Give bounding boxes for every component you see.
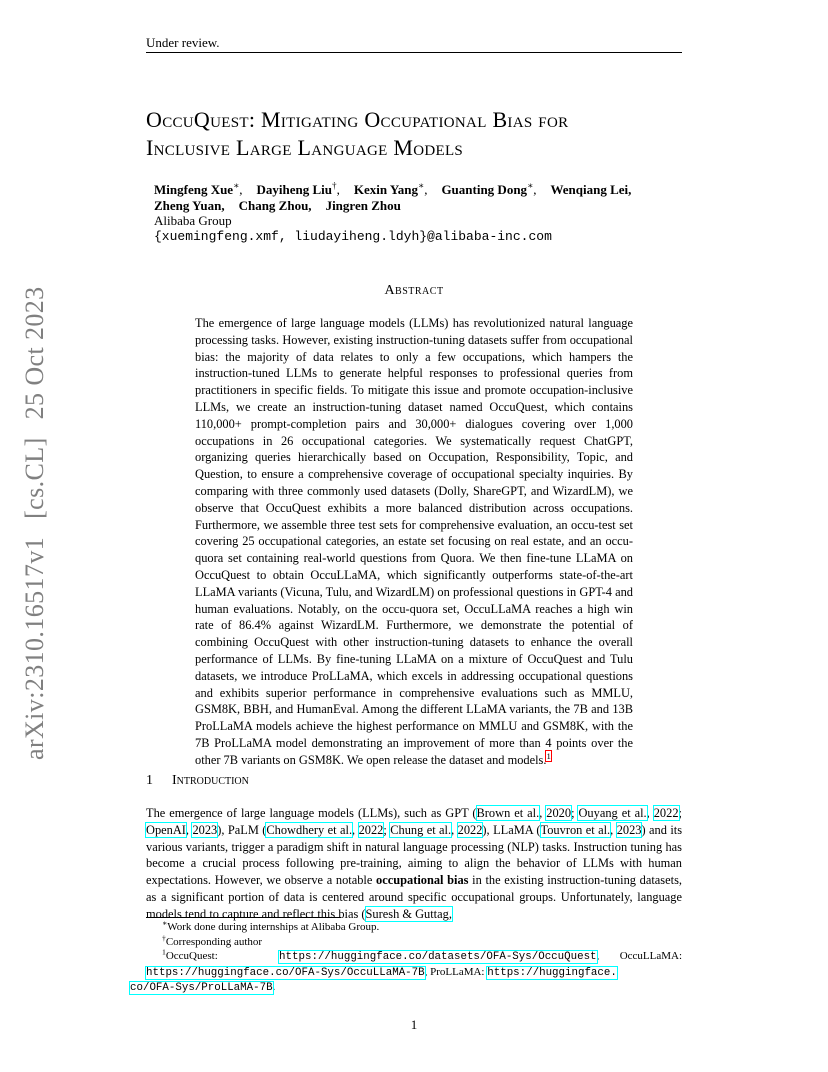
footnote-mark: † (162, 932, 166, 942)
footnote-text: OccuLLaMA: (619, 950, 683, 962)
header-rule (146, 52, 682, 53)
citation-link[interactable]: OpenAI (146, 822, 186, 837)
author-email: {xuemingfeng.xmf, liudayiheng.ldyh}@alibaba-inc.com (154, 229, 552, 244)
citation-link[interactable]: Chowdhery et al. (266, 822, 353, 837)
footnote-text: Work done during internships at Alibaba Group. (167, 921, 380, 933)
citation-link[interactable]: Brown et al. (476, 806, 540, 820)
author-name: Guanting Dong (441, 182, 528, 197)
model-link[interactable]: co/OFA-Sys/ProLLaMA-7B (130, 982, 273, 994)
author-mark: ∗ (527, 180, 534, 191)
introduction-paragraph: The emergence of large language models (LLMs), such as GPT (Brown et al., 2020; Ouyang et al., 2022; OpenAI, 2023), PaLM (Chowdhery et al., 2022; Chung et al., 2022), LLaMA (Touvron et al., 2023) and its various variants, trigger a paradigm shift in natural language processing (NLP) tasks. Instruction tuning has become a crucial process following pre-training, aiming to align the behavior of LLMs with human expectations. However, we observe a notable occupational bias in the existing instruction-tuning datasets, as a significant portion of data is centered around specific occupational groups. Unfortunately, language models tend to capture and reflect this bias (Suresh & Guttag, (146, 806, 683, 921)
abstract-text: The emergence of large language models (LLMs) has revolutionized natural language processing tasks. However, existing instruction-tuning datasets suffer from occupational bias: the majority of data relates to only a few occupations, which hampers the instruction-tuned LLMs to generate helpful responses to professional queries from practitioners in specific fields. To mitigate this issue and promote occupation-inclusive LLMs, we create an instruction-tuning dataset named OccuQuest, which contains 110,000+ prompt-completion pairs and 30,000+ dialogues covering over 1,000 occupations in 26 occupational categories. We systematically request ChatGPT, organizing queries hierarchically based on Occupation, Responsibility, Topic, and Question, to ensure a comprehensive coverage of occupational specialty inquiries. By comparing with three commonly used datasets (Dolly, ShareGPT, and WizardLM), we observe that OccuQuest exhibits a more balanced distribution across occupations. Furthermore, we assemble three test sets for comprehensive evaluation, an occu-test set covering 25 occupational categories, an estate set focusing on real estate, and an occu-quora set containing real-world questions from Quora. We then fine-tune LLaMA on OccuQuest to obtain OccuLLaMA, which significantly outperforms state-of-the-art LLaMA variants (Vicuna, Tulu, and WizardLM) on professional questions in GPT-4 and human evaluations. Notably, on the occu-quora set, OccuLLaMA reaches a high win rate of 86.4% against WizardLM. Furthermore, we demonstrate the potential of combining OccuQuest with other instruction-tuning datasets to enhance the overall performance of LLMs. By fine-tuning LLaMA on a mixture of OccuQuest and Tulu datasets, we introduce ProLLaMA, which excels in addressing occupational questions and exhibits superior performance in comprehensive evaluations such as MMLU, GSM8K, BBH, and HumanEval. Among the different LLaMA variants, the 7B and 13B ProLLaMA models achieve the highest performance on MMLU and GSM8K, with the 7B ProLLaMA model demonstrating an improvement of more than 4 points over the other 7B variants on GSM8K. We open release the dataset and models. (195, 316, 633, 767)
footnote-rule (146, 917, 341, 918)
intro-text: ), PaLM ( (217, 822, 267, 837)
model-link[interactable]: https://huggingface. (487, 966, 617, 979)
author-mark: † (332, 180, 337, 191)
citation-link[interactable]: 2023 (192, 822, 218, 837)
citation-link[interactable]: 2020 (546, 806, 572, 820)
title-line-2: Inclusive Large Language Models (146, 135, 464, 160)
running-header: Under review. (146, 35, 220, 50)
arxiv-date: 25 Oct 2023 (20, 286, 49, 420)
footnote-text: OccuQuest: (165, 950, 218, 962)
abstract-body (195, 315, 633, 769)
citation-link[interactable]: Chung et al. (390, 822, 452, 837)
footnote-mark: 1 (162, 947, 166, 957)
abstract-heading: Abstract (384, 283, 444, 298)
citation-link[interactable]: Suresh & Guttag, (365, 906, 452, 921)
author-name: Zheng Yuan, (154, 198, 225, 213)
footnote-mark: ∗ (162, 918, 168, 928)
author-name: Mingfeng Xue (154, 182, 234, 197)
arxiv-id: arXiv:2310.16517v1 (20, 536, 49, 760)
citation-link[interactable]: 2022 (457, 822, 483, 837)
title-line-1: OccuQuest: Mitigating Occupational Bias for (146, 107, 569, 132)
author-name: Dayiheng Liu (256, 182, 333, 197)
author-mark: ∗ (233, 180, 240, 191)
arxiv-sidebar-stamp (10, 240, 60, 760)
citation-link[interactable]: 2022 (653, 806, 679, 820)
author-name: Wenqiang Lei, (550, 182, 632, 197)
arxiv-category: [cs.CL] (20, 437, 49, 519)
emphasis-text: occupational bias (376, 873, 469, 888)
intro-text: The emergence of large language models (LLMs), such as GPT ( (146, 806, 477, 820)
footnote-1 (146, 920, 682, 935)
citation-link[interactable]: 2023 (616, 822, 642, 837)
author-name: Jingren Zhou (325, 198, 401, 213)
affiliation: Alibaba Group (154, 213, 232, 228)
footnote-3: $^1$OccuQuest: https://huggingface.co/datasets/OFA-Sys/OccuQuest, OccuLLaMA: https://huggingface.co/OFA-Sys/OccuLLaMA-7B, ProLLaMA: https://huggingface. co/OFA-Sys/ProLLaMA-7B. (130, 947, 683, 994)
author-mark: ∗ (418, 180, 425, 191)
paper-title (146, 106, 706, 162)
author-name: Kexin Yang (353, 182, 418, 197)
footnote-text: ProLLaMA: (430, 965, 485, 978)
citation-link[interactable]: Touvron et al. (540, 822, 611, 837)
citation-link[interactable]: 2022 (358, 822, 384, 837)
footnote-text: Corresponding author (165, 935, 263, 948)
model-link[interactable]: https://huggingface.co/OFA-Sys/OccuLLaMA-7B (146, 966, 425, 979)
footnote-link[interactable]: 1 (546, 750, 551, 761)
footnotes (130, 918, 683, 996)
intro-text: in the existing instruction-tuning datasets, as a significant portion of data is centered around specific occupational groups. Unfortunately, language models tend to capture and reflect this bias ( (146, 873, 682, 921)
dataset-link[interactable]: https://huggingface.co/datasets/OFA-Sys/OccuQuest (279, 951, 597, 963)
author-name: Chang Zhou, (238, 198, 312, 213)
section-heading-introduction (146, 773, 249, 789)
intro-text: ) and its various variants, trigger a paradigm shift in natural language processing (NLP) tasks. Instruction tuning has become a crucial process following pre-training, aiming to align the behavior of LLMs with human expectations. However, we observe a notable (146, 822, 683, 888)
intro-text: ), LLaMA ( (482, 822, 541, 837)
section-number: 1 (146, 773, 153, 788)
section-title: Introduction (172, 773, 249, 788)
page-number: 1 (410, 1017, 418, 1032)
author-list: Mingfeng Xue∗, Dayiheng Liu†, Kexin Yang∗, Guanting Dong∗, Wenqiang Lei, Zheng Yuan, Chang Zhou, Jingren Zhou (154, 180, 632, 213)
footnote-2 (146, 932, 682, 950)
citation-link[interactable]: Ouyang et al. (578, 806, 647, 820)
